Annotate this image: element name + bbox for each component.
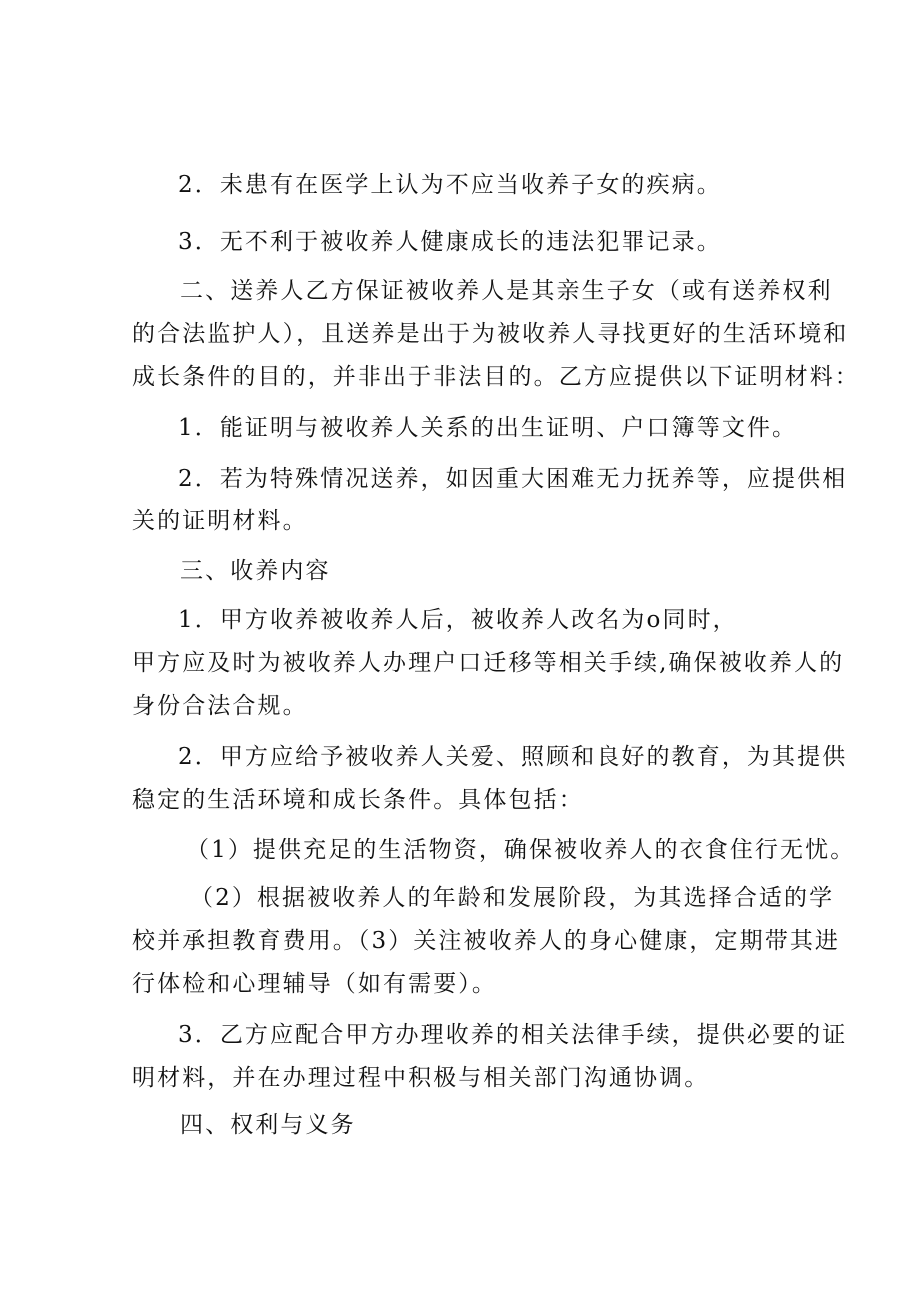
text-line: 成长条件的目的，并非出于非法目的。乙方应提供以下证明材料：: [132, 364, 860, 390]
text-line: 三、收养内容: [180, 558, 331, 584]
text-line: 关的证明材料。: [132, 508, 308, 534]
text-line: 2．若为特殊情况送养，如因重大困难无力抚养等，应提供相: [178, 466, 848, 492]
text-line: 1．能证明与被收养人关系的出生证明、户口簿等文件。: [178, 415, 798, 441]
text-line: 甲方应及时为被收养人办理户口迁移等相关手续,确保被收养人的: [132, 650, 845, 676]
text-line: 校并承担教育费用。（3）关注被收养人的身心健康，定期带其进: [132, 928, 841, 954]
text-line: 身份合法合规。: [132, 693, 308, 719]
text-line: 行体检和心理辅导（如有需要）。: [132, 971, 497, 997]
text-line: 二、送养人乙方保证被收养人是其亲生子女（或有送养权利: [180, 278, 833, 304]
text-line: （1）提供充足的生活物资，确保被收养人的衣食住行无忧。: [186, 837, 856, 863]
text-line: 3．无不利于被收养人健康成长的违法犯罪记录。: [178, 229, 722, 255]
text-line: 四、权利与义务: [180, 1112, 356, 1138]
text-line: 2．甲方应给予被收养人关爱、照顾和良好的教育，为其提供: [178, 744, 848, 770]
text-line: 稳定的生活环境和成长条件。具体包括：: [132, 787, 584, 813]
text-line: 的合法监护人），且送养是出于为被收养人寻找更好的生活环境和: [132, 321, 849, 347]
text-line: 1．甲方收养被收养人后，被收养人改名为o同时，: [178, 607, 738, 633]
text-line: 明材料，并在办理过程中积极与相关部门沟通协调。: [132, 1065, 710, 1091]
text-line: （2）根据被收养人的年龄和发展阶段，为其选择合适的学: [190, 885, 835, 911]
text-line: 2．未患有在医学上认为不应当收养子女的疾病。: [178, 172, 722, 198]
text-line: 3．乙方应配合甲方办理收养的相关法律手续，提供必要的证: [178, 1022, 848, 1048]
